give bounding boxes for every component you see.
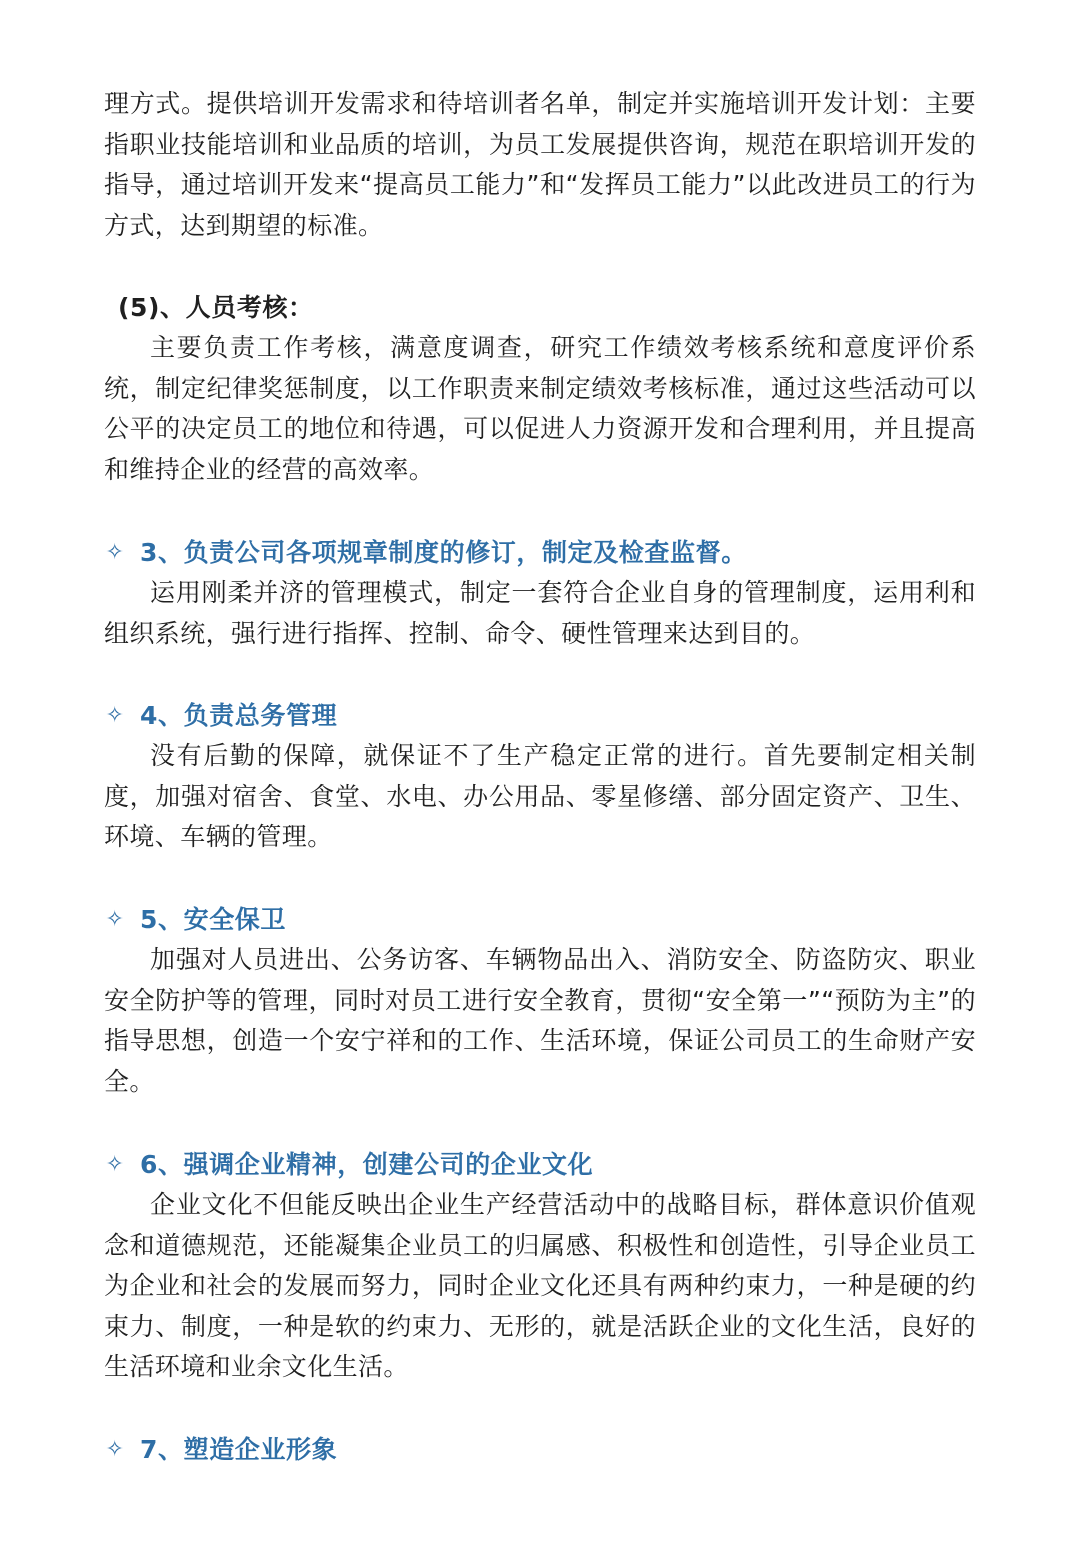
four-point-star-icon: ✧ xyxy=(105,540,125,565)
section-6-body: 企业文化不但能反映出企业生产经营活动中的战略目标，群体意识价值观念和道德规范，还能凝集企业员工的归属感、积极性和创造性，引导企业员工为企业和社会的发展而努力，同时企业文化还具有两种约束力，一种是硬的约束力、制度，一种是软的约束力、无形的，就是活跃企业的文化生活，良好的生活环境和业余文化生活。 xyxy=(104,1190,976,1382)
section-6-block xyxy=(104,1145,976,1388)
section-3-heading xyxy=(104,533,976,573)
section-7-heading xyxy=(104,1430,976,1470)
section-3-title: 3、负责公司各项规章制度的修订，制定及检查监督。 xyxy=(140,538,747,567)
subsection-5-title: (5)、人员考核： xyxy=(118,293,314,322)
section-4-title: 4、负责总务管理 xyxy=(140,701,338,730)
four-point-star-icon: ✧ xyxy=(105,1152,125,1177)
section-3-body: 运用刚柔并济的管理模式，制定一套符合企业自身的管理制度，运用利和组织系统，强行进行指挥、控制、命令、硬性管理来达到目的。 xyxy=(104,578,976,648)
four-point-star-icon: ✧ xyxy=(105,907,125,932)
intro-block xyxy=(104,84,976,246)
section-7-block xyxy=(104,1430,976,1470)
subsection-5-body: 主要负责工作考核，满意度调查，研究工作绩效考核系统和意度评价系统，制定纪律奖惩制度，以工作职责来制定绩效考核标准，通过这些活动可以公平的决定员工的地位和待遇，可以促进人力资源开发和合理利用，并且提高和维持企业的经营的高效率。 xyxy=(104,333,976,484)
section-5-heading xyxy=(104,900,976,940)
section-3-block xyxy=(104,533,976,654)
subsection-5-block xyxy=(104,288,976,490)
section-4-heading xyxy=(104,696,976,736)
section-6-title: 6、强调企业精神，创建公司的企业文化 xyxy=(140,1150,594,1179)
section-5-title: 5、安全保卫 xyxy=(140,905,286,934)
section-4-block xyxy=(104,696,976,858)
intro-paragraph: 理方式。提供培训开发需求和待培训者名单，制定并实施培训开发计划：主要指职业技能培训和业品质的培训，为员工发展提供咨询，规范在职培训开发的指导，通过培训开发来“提高员工能力”和“发挥员工能力”以此改进员工的行为方式，达到期望的标准。 xyxy=(104,89,976,240)
four-point-star-icon: ✧ xyxy=(105,1437,125,1462)
section-5-block xyxy=(104,900,976,1102)
section-7-title: 7、塑造企业形象 xyxy=(140,1435,338,1464)
section-5-body: 加强对人员进出、公务访客、车辆物品出入、消防安全、防盗防灾、职业安全防护等的管理，同时对员工进行安全教育，贯彻“安全第一”“预防为主”的指导思想，创造一个安宁祥和的工作、生活环境，保证公司员工的生命财产安全。 xyxy=(104,945,976,1096)
four-point-star-icon: ✧ xyxy=(105,703,125,728)
section-6-heading xyxy=(104,1145,976,1185)
section-4-body: 没有后勤的保障，就保证不了生产稳定正常的进行。首先要制定相关制度，加强对宿舍、食堂、水电、办公用品、零星修缮、部分固定资产、卫生、环境、车辆的管理。 xyxy=(104,741,976,852)
